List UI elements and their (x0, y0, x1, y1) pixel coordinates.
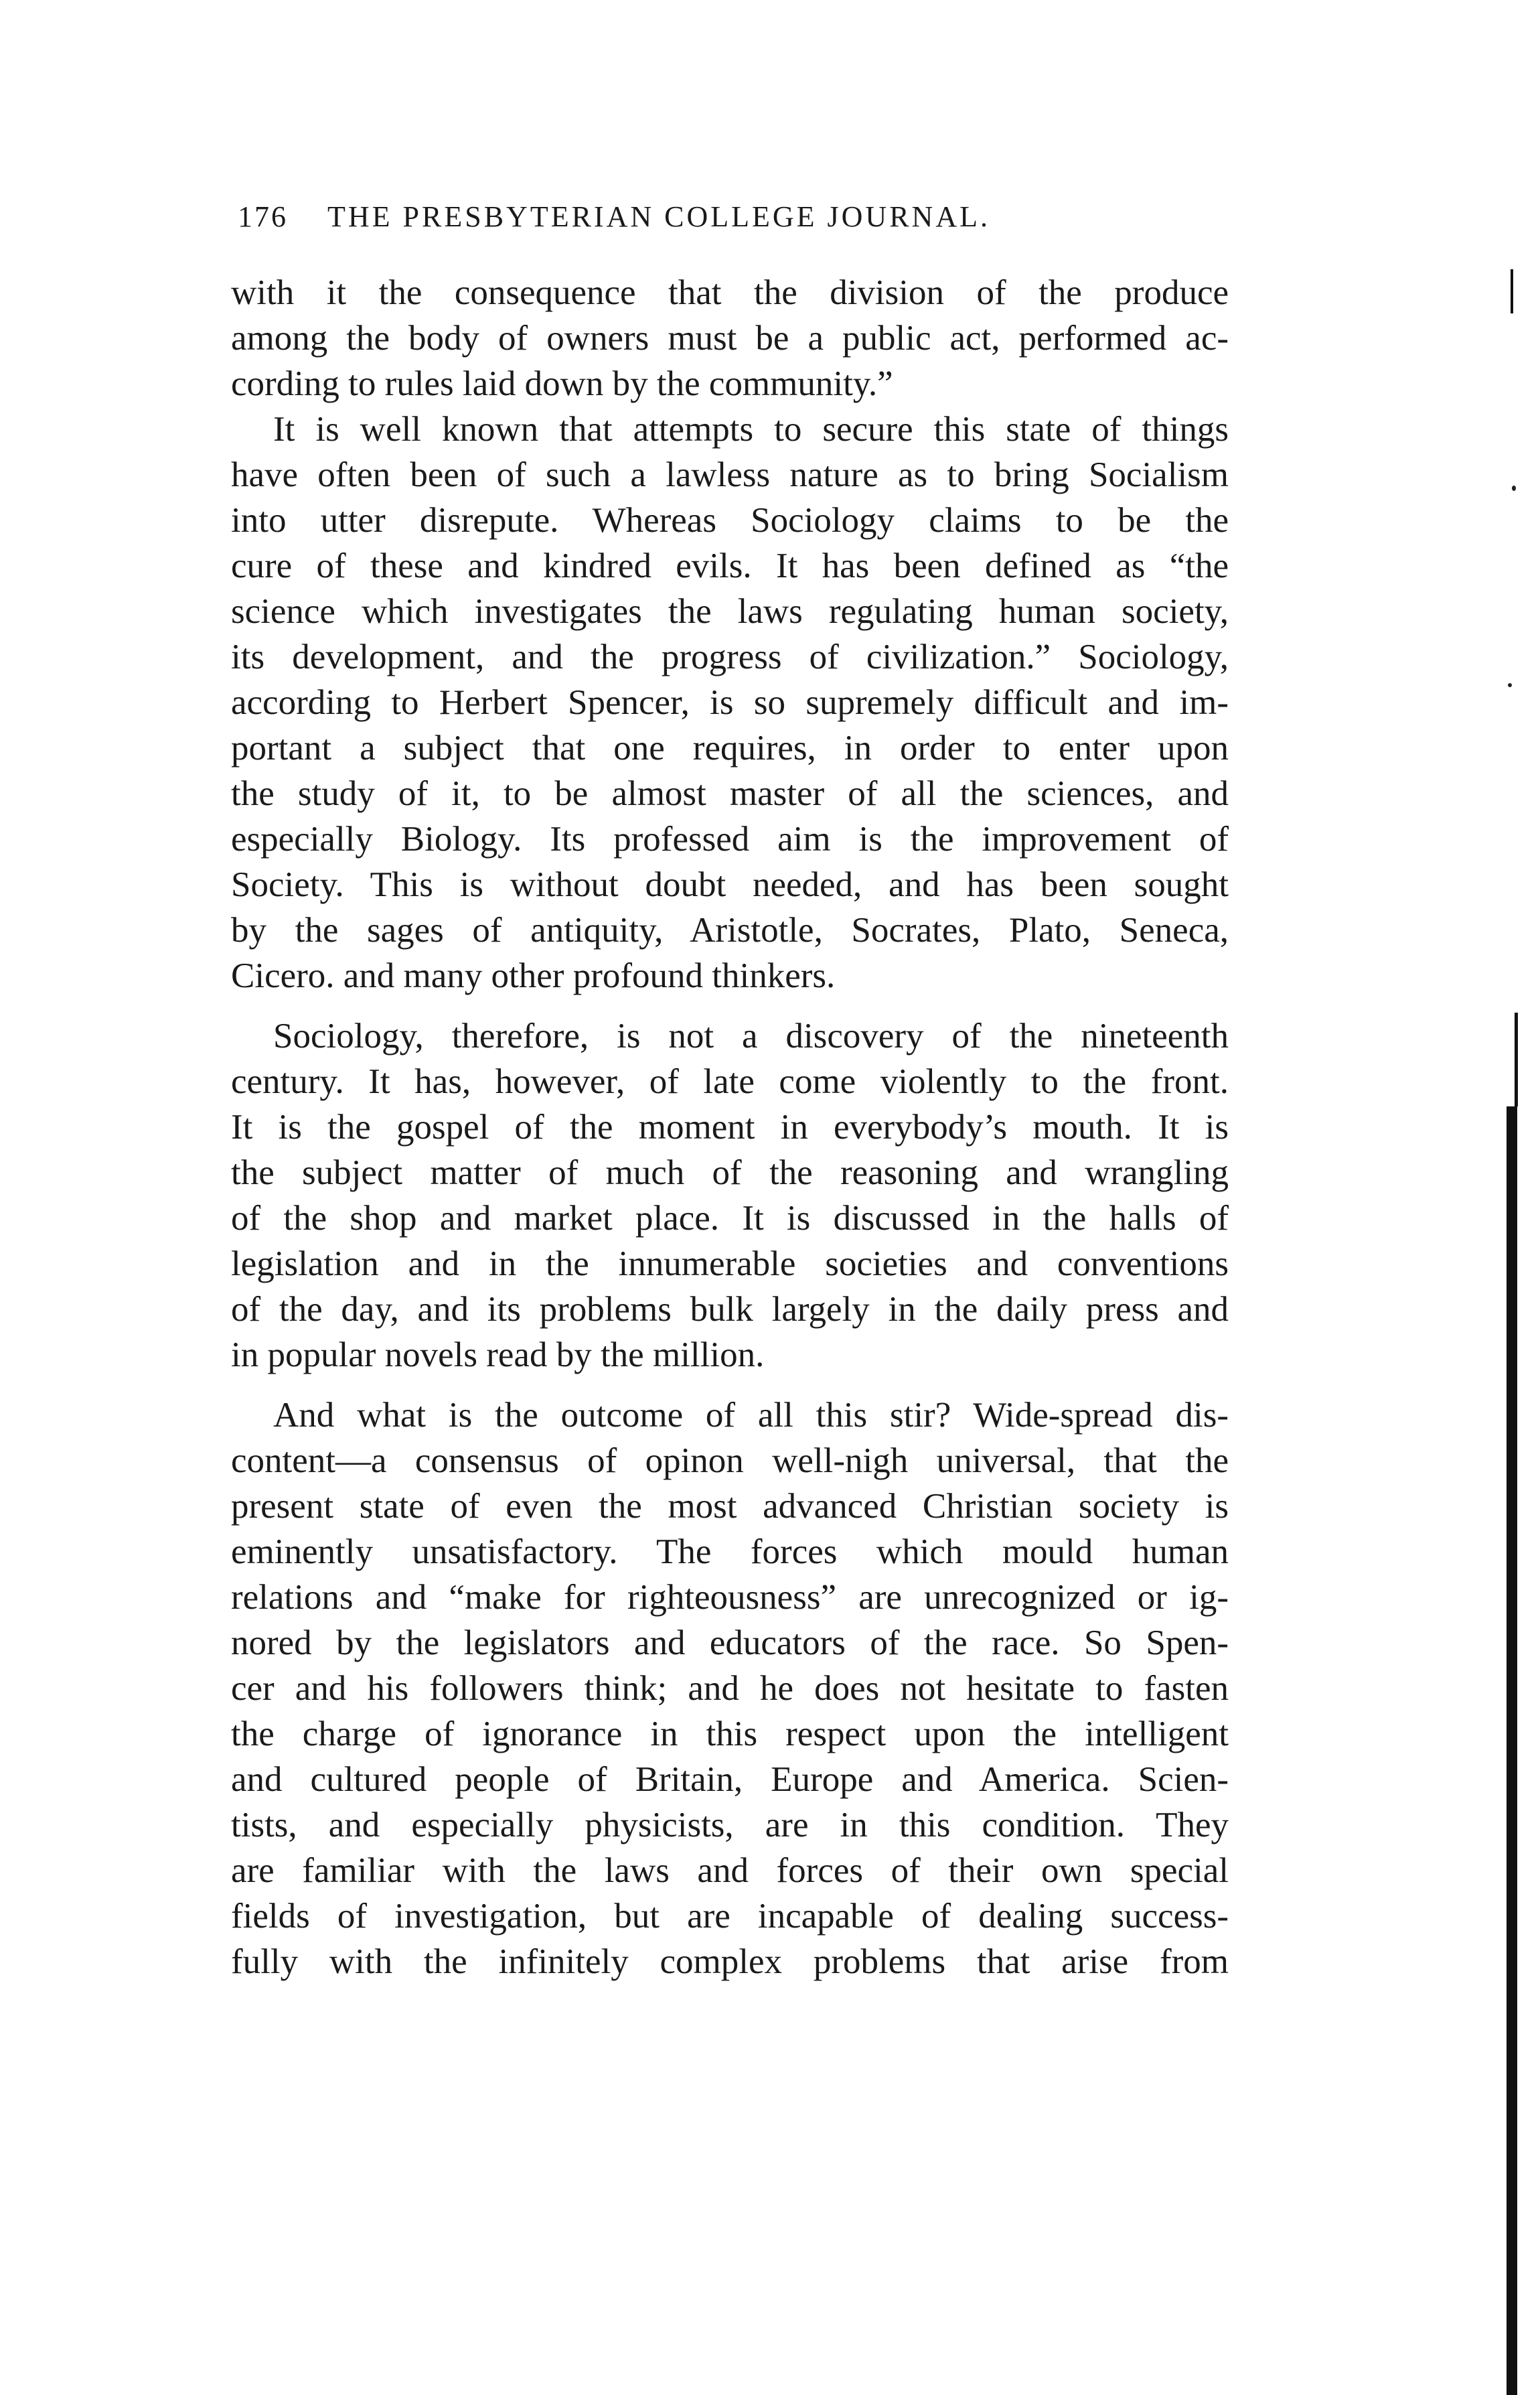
text-line: legislation and in the innumerable societies and conventions (231, 1244, 1229, 1283)
text-line: fully with the infinitely complex problems that arise from (231, 1942, 1229, 1981)
text-line: in popular novels read by the million. (231, 1335, 765, 1374)
text-line: science which investigates the laws regulating human society, (231, 592, 1229, 631)
text-line: nored by the legislators and educators of the race. So Spen- (231, 1623, 1229, 1662)
scan-speck (1508, 683, 1512, 687)
running-header (238, 200, 1242, 240)
text-line: of the shop and market place. It is discussed in the halls of (231, 1199, 1229, 1238)
binding-edge-mark (1515, 1013, 1518, 1106)
text-line: century. It has, however, of late come violently to the front. (231, 1062, 1229, 1101)
text-line: Sociology, therefore, is not a discovery of the nineteenth (273, 1017, 1229, 1056)
text-line: cure of these and kindred evils. It has been defined as “the (231, 547, 1229, 585)
text-line: relations and “make for righteousness” are unrecognized or ig- (231, 1578, 1229, 1617)
page-number: 176 (238, 200, 288, 233)
text-line: cer and his followers think; and he does not hesitate to fasten (231, 1669, 1229, 1708)
text-line: the subject matter of much of the reasoning and wrangling (231, 1153, 1229, 1192)
text-line: portant a subject that one requires, in order to enter upon (231, 729, 1229, 768)
text-line: its development, and the progress of civilization.” Sociology, (231, 638, 1229, 676)
text-line: the charge of ignorance in this respect upon the intelligent (231, 1715, 1229, 1753)
text-line: present state of even the most advanced Christian society is (231, 1487, 1229, 1526)
text-line: fields of investigation, but are incapable of dealing success- (231, 1897, 1229, 1936)
text-line: It is well known that attempts to secure this state of things (273, 410, 1229, 449)
text-line: And what is the outcome of all this stir? Wide-spread dis- (273, 1396, 1229, 1435)
text-line: according to Herbert Spencer, is so supremely difficult and im- (231, 683, 1229, 722)
scan-speck (1512, 486, 1516, 491)
text-line: among the body of owners must be a public act, performed ac- (231, 319, 1229, 358)
text-line: have often been of such a lawless nature as to bring Socialism (231, 455, 1229, 494)
text-line: into utter disrepute. Whereas Sociology claims to be the (231, 501, 1229, 540)
text-line: of the day, and its problems bulk largely in the daily press and (231, 1290, 1229, 1329)
journal-title: THE PRESBYTERIAN COLLEGE JOURNAL. (327, 200, 990, 233)
text-line: content—a consensus of opinon well-nigh universal, that the (231, 1441, 1229, 1480)
text-line: with it the consequence that the division of the produce (231, 273, 1229, 312)
text-line: the study of it, to be almost master of all the sciences, and (231, 774, 1229, 813)
text-line: cording to rules laid down by the community.” (231, 364, 893, 403)
text-line: especially Biology. Its professed aim is the improvement of (231, 820, 1229, 859)
text-line: and cultured people of Britain, Europe and America. Scien- (231, 1760, 1229, 1799)
text-line: eminently unsatisfactory. The forces which mould human (231, 1532, 1229, 1571)
text-line: It is the gospel of the moment in everybody’s mouth. It is (231, 1108, 1229, 1147)
text-line: by the sages of antiquity, Aristotle, Socrates, Plato, Seneca, (231, 911, 1229, 950)
text-line: are familiar with the laws and forces of their own special (231, 1851, 1229, 1890)
text-line: Cicero. and many other profound thinkers. (231, 956, 836, 995)
text-line: Society. This is without doubt needed, and has been sought (231, 865, 1229, 904)
binding-edge-mark-top (1511, 269, 1513, 313)
text-line: tists, and especially physicists, are in this condition. They (231, 1806, 1229, 1844)
binding-edge-shadow (1507, 1106, 1517, 2395)
